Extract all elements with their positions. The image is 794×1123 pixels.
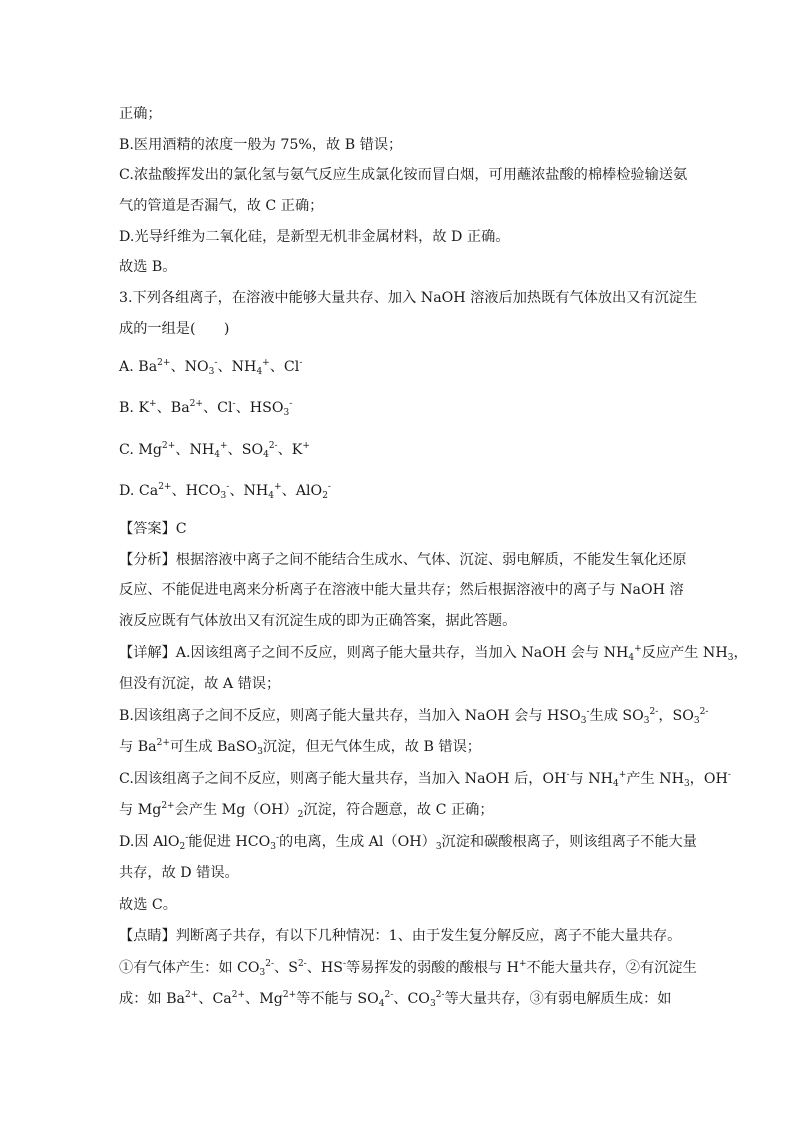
text-line: 正确； xyxy=(119,106,162,122)
answer: 【答案】C xyxy=(119,521,187,537)
detail: 【详解】A.因该组离子之间不反应，则离子能大量共存，当加入 NaOH 会与 $NH_4^+$反应产生 $NH_3$， xyxy=(119,644,748,663)
text-line: 故选 B。 xyxy=(119,259,177,275)
option-d: D. $Ca^{2+}$、$HCO_3^-$、$NH_4^+$、AlO$_2$- xyxy=(119,482,331,501)
detail: 但没有沉淀，故 A 错误； xyxy=(119,676,281,692)
text-line: C.浓盐酸挥发出的氯化氢与氨气反应生成氯化铵而冒白烟，可用蘸浓盐酸的棉棒检验输送氨 xyxy=(119,167,688,183)
option-c: C. $Mg^{2+}$、$NH_4^+$、$SO_4^{2-}$、K+ xyxy=(119,441,310,460)
tip: 成：如 $Ba^{2+}$、$Ca^{2+}$、$Mg^{2+}$等不能与 $SO_4^{2-}$、$CO_3^{2-}$等大量共存，③有弱电解质生成：如 xyxy=(119,990,672,1009)
text-line: 气的管道是否漏气，故 C 正确； xyxy=(119,198,324,214)
question-stem: 成的一组是( ) xyxy=(119,321,230,337)
detail: B.因该组离子之间不反应，则离子能大量共存，当加入 NaOH 会与 $HSO_3^-$生成 $SO_3^{2-}$，$SO_3^{2-}$ xyxy=(119,707,709,726)
option-b: B. K+、$Ba^{2+}$、Cl-、$HSO_3^-$ xyxy=(119,399,293,418)
question-stem: 3.下列各组离子，在溶液中能够大量共存、加入 NaOH 溶液后加热既有气体放出又有沉淀生 xyxy=(119,290,698,306)
detail: 与 $Ba^{2+}$可生成 BaSO$_3$沉淀，但无气体生成，故 B 错误； xyxy=(119,738,481,757)
tip: ①有气体产生：如 $CO_3^{2-}$、$S^{2-}$、HS-等易挥发的弱酸的酸根与 H+不能大量共存，②有沉淀生 xyxy=(119,959,697,978)
detail: 与 $Mg^{2+}$会产生 $Mg(OH)_2$沉淀，符合题意，故 C 正确； xyxy=(119,801,494,820)
detail: 故选 C。 xyxy=(119,897,177,913)
tip: 【点睛】判断离子共存，有以下几种情况：1、由于发生复分解反应，离子不能大量共存。 xyxy=(119,928,682,944)
detail: 共存，故 D 错误。 xyxy=(119,865,239,881)
text-line: B.医用酒精的浓度一般为 75%，故 B 错误； xyxy=(119,137,403,153)
detail: C.因该组离子之间不反应，则离子能大量共存，当加入 NaOH 后，OH-与 $NH_4^+$产生 $NH_3$，OH- xyxy=(119,770,731,789)
detail: D.因 AlO$_2$-能促进 $HCO_3^-$的电离，生成 $Al(OH)_3$沉淀和碳酸根离子，则该组离子不能大量 xyxy=(119,833,697,852)
option-a: A. $Ba^{2+}$、$NO_3^-$、$NH_4^+$、Cl- xyxy=(119,358,303,377)
analysis: 【分析】根据溶液中离子之间不能结合生成水、气体、沉淀、弱电解质，不能发生氧化还原 xyxy=(119,552,687,568)
analysis: 液反应既有气体放出又有沉淀生成的即为正确答案，据此答题。 xyxy=(119,613,517,629)
analysis: 反应、不能促进电离来分析离子在溶液中能大量共存；然后根据溶液中的离子与 NaOH 溶 xyxy=(119,582,684,598)
text-line: D.光导纤维为二氧化硅，是新型无机非金属材料，故 D 正确。 xyxy=(119,229,510,245)
